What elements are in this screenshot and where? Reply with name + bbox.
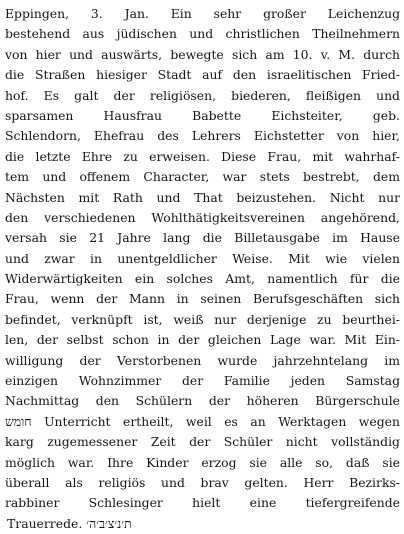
- article-line-23: möglich war. Ihre Kinder erzog sie alle so, daß sie: [5, 454, 400, 470]
- article-line-19: einzigen Wohnzimmer der Familie jeden Samstag: [5, 373, 400, 389]
- article-line-5: hof. Es galt der religiösen, biederen, fleißigen und: [5, 87, 400, 103]
- article-line-13: und zwar in unentgeldlicher Weise. Mit wie vielen: [5, 250, 400, 266]
- article-line-1: Eppingen, 3. Jan. Ein sehr großer Leichenzug: [5, 6, 400, 21]
- article-line-14: Widerwärtigkeiten ein solches Amt, namentlich für die: [5, 271, 400, 287]
- article-line-26: Trauerrede. ת׳נ׳צ׳ב׳ה׳: [7, 515, 132, 531]
- article-line-8: die letzte Ehre zu erweisen. Diese Frau, mit wahrhaf-: [5, 148, 400, 164]
- article-line-3: von hier und auswärts, bewegte sich am 10. v. M. durch: [5, 46, 400, 62]
- article-line-24: überall als religiös und brav gelten. Herr Bezirks-: [5, 474, 400, 490]
- article-line-16: befindet, verknüpft ist, weiß nur derjenige zu beurthei-: [5, 311, 400, 327]
- article-line-12: versah sie 21 Jahre lang die Billetausgabe im Hause: [5, 230, 400, 246]
- article-line-2: bestehend aus jüdischen und christlichen Theilnehmern: [5, 26, 400, 42]
- article-line-4: die Straßen hiesiger Stadt auf den israelitischen Fried-: [5, 67, 400, 83]
- article-line-9: tem und offenem Character, war stets bestrebt, dem: [5, 169, 400, 185]
- article-line-22: karg zugemessener Zeit der Schüler nicht vollständig: [5, 434, 400, 450]
- article-line-10: Nächsten mit Rath und That beizustehen. Nicht nur: [5, 189, 400, 205]
- article-line-17: len, der selbst schon in der gleichen Lage war. Mit Ein-: [5, 332, 400, 348]
- article-line-7: Schlendorn, Ehefrau des Lehrers Eichstetter von hier,: [5, 128, 400, 144]
- article-line-21: חומש Unterricht ertheilt, weil es an Werktagen wegen: [5, 413, 400, 429]
- article-line-18: willigung der Verstorbenen wurde jahrzehntelang im: [5, 352, 400, 368]
- article-line-20: Nachmittag den Schülern der höheren Bürgerschule: [5, 393, 400, 409]
- article-line-25: rabbiner Schlesinger hielt eine tiefergreifende: [5, 495, 400, 511]
- article-line-11: den verschiedenen Wohlthätigkeitsvereinen angehörend,: [5, 209, 400, 225]
- article-line-15: Frau, wenn der Mann in seinen Berufsgeschäften sich: [5, 291, 400, 307]
- article-line-6: sparsamen Hausfrau Babette Eichsteiter, geb.: [5, 107, 400, 123]
